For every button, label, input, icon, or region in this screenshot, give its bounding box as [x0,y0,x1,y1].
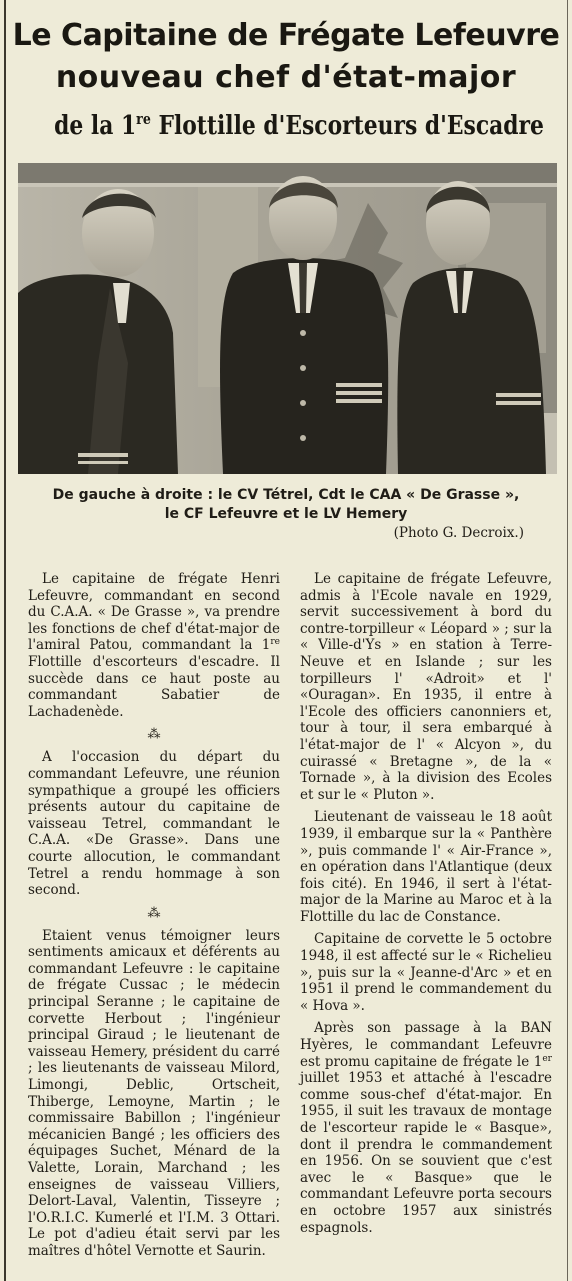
left-p1-sup: re [270,637,280,648]
caption-text: De gauche à droite : le CV Tétrel, Cdt le CAA « De Grasse », le CF Lefeuvre et le LV Hemery [52,487,520,522]
photo-caption [46,486,526,543]
headline-line-3-post: Flottille d'Escorteurs d'Escadre [150,111,544,141]
headline-line-3-sup: re [136,110,151,128]
photo-credit: (Photo G. Decroix.) [393,525,524,541]
headline [10,16,562,145]
article-column-left [28,571,280,1260]
right-p4-sup: er [542,1053,552,1064]
headline-line-3-pre: de la 1 [54,111,137,141]
right-paragraph-2: Lieutenant de vaisseau le 18 août 1939, il embarque sur la « Panthère », puis commande l' « Air-France », en opération dans l'Atlantique (deux fois cité). En 1946, il sert à l'état-major de la Marine au Maroc et à la Flottille du lac de Constance. [300,809,552,925]
left-paragraph-2: A l'occasion du départ du commandant Lefeuvre, une réunion sympathique a groupé les officiers présents autour du capitaine de vaisseau Tetrel, commandant le C.A.A. «De Grasse». Dans une courte allocution, le commandant Tetrel a rendu hommage à son second. [28,749,280,899]
left-p1-part-b: Flottille d'escorteurs d'escadre. Il succède dans ce haut poste au commandant Sabatier de Lachadenède. [28,653,280,720]
asterism-separator-1: ⁂ [147,727,161,743]
right-p4-part-a: Après son passage à la BAN Hyères, le commandant Lefeuvre est promu capitaine de frégate le 1 [300,1020,552,1070]
headline-line-3 [54,100,544,145]
right-p4-part-b: juillet 1953 et attaché à l'escadre comme sous-chef d'état-major. En 1955, il suit les travaux de montage de l'escorteur rapide le « Basque», dont il prendra le commandement en 1956. On se souvient que c'est avec le « Basque» que le commandant Lefeuvre porta secours en octobre 1957 aux sinistrés espagnols. [300,1070,552,1236]
left-p1-part-a: Le capitaine de frégate Henri Lefeuvre, commandant en second du C.A.A. « De Grasse », va prendre les fonctions de chef d'état-major de l'amiral Patou, commandant la 1 [28,571,280,654]
headline-line-2: nouveau chef d'état-major [55,60,517,95]
asterism-separator-2: ⁂ [147,905,161,921]
headline-line-1: Le Capitaine de Frégate Lefeuvre [12,18,560,53]
article-column-right [300,571,552,1236]
right-paragraph-1: Le capitaine de frégate Lefeuvre, admis à l'Ecole navale en 1929, servit successivement à bord du contre-torpilleur « Léopard » ; sur la « Ville-d'Ys » en station à Terre-Neuve et en Islande ; sur les torpilleurs l' «Adroit» et l' «Ouragan». En 1935, il entre à l'Ecole des officiers canonniers et, tour à tour, il sera embarqué à l'état-major de l' « Alcyon », du cuirassé « Bretagne », de la « Tornade », à la division des Ecoles et sur le « Pluton ». [300,571,552,803]
photo-illustration [18,163,557,474]
left-paragraph-1 [28,571,280,720]
right-paragraph-3: Capitaine de corvette le 5 octobre 1948, il est affecté sur le « Richelieu », puis sur la « Jeanne-d'Arc » et en 1951 il prend le commandement du « Hova ». [300,931,552,1014]
right-paragraph-4 [300,1020,552,1236]
left-paragraph-3: Etaient venus témoigner leurs sentiments amicaux et déférents au commandant Lefeuvre : le capitaine de frégate Cussac ; le médecin principal Seranne ; le capitaine de corvette Herbout ; l'ingénieur principal Giraud ; le lieutenant de vaisseau Hemery, président du carré ; les lieutenants de vaisseau Milord, Limongi, Deblic, Ortscheit, Thiberge, Lemoyne, Martin ; le commissaire Babillon ; l'ingénieur mécanicien Bangé ; les officiers des équipages Suchet, Ménard de la Valette, Lorain, Marchand ; les enseignes de vaisseau Villiers, Delort-Laval, Valentin, Tisseyre ; l'O.R.I.C. Kumerlé et l'I.M. 3 Ottari. Le pot d'adieu était servi par les maîtres d'hôtel Vernotte et Saurin. [28,927,280,1259]
photo-three-naval-officers [18,163,557,474]
